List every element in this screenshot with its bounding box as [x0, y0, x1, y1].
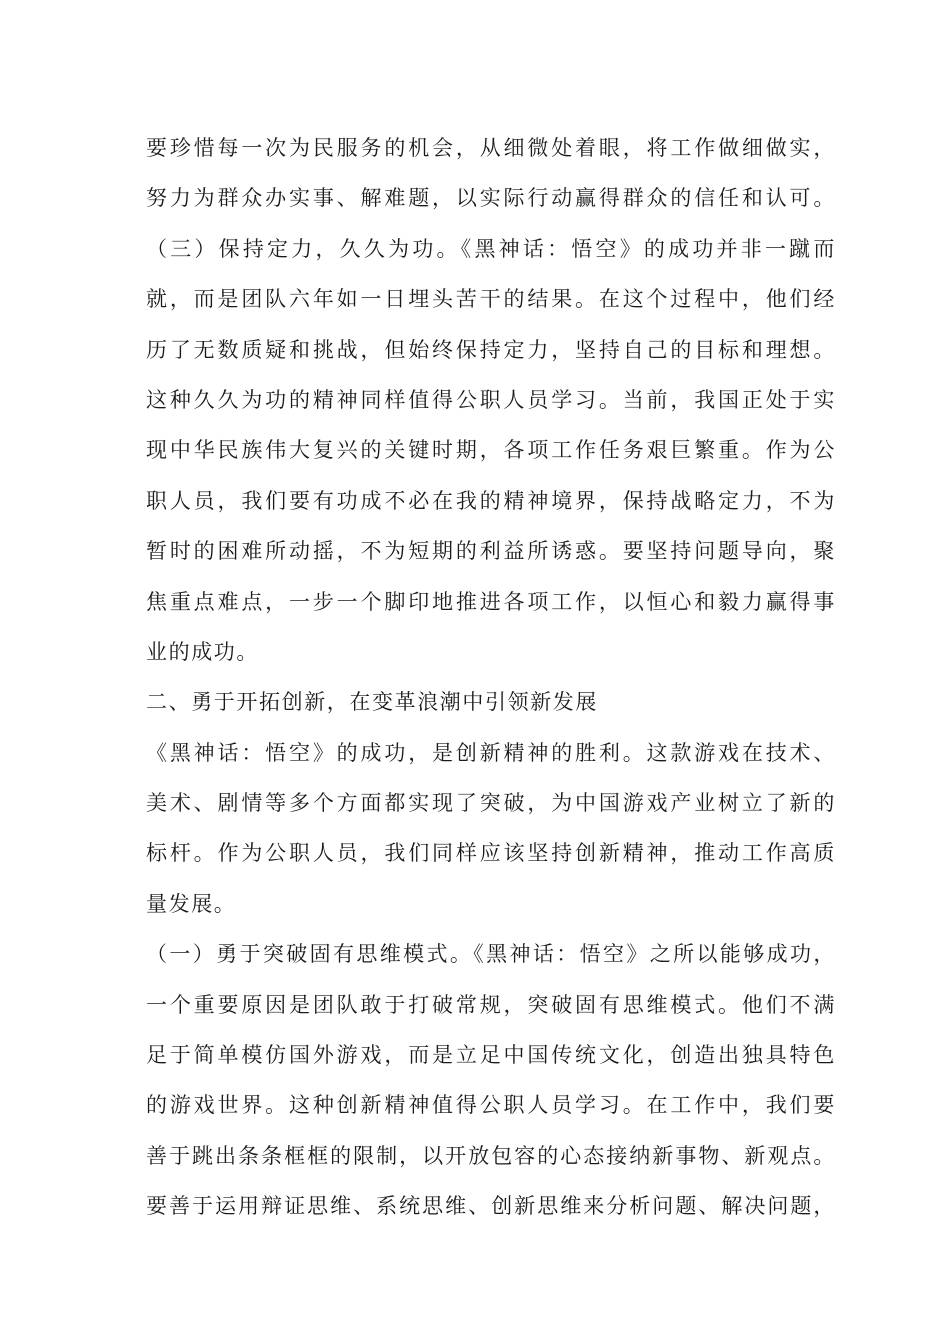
text-line: 要珍惜每一次为民服务的机会，从细微处着眼，将工作做细做实，: [146, 136, 836, 160]
text-line: 就，而是团队六年如一日埋头苦干的结果。在这个过程中，他们经: [146, 287, 836, 312]
text-line: 要善于运用辩证思维、系统思维、创新思维来分析问题、解决问题，: [146, 1194, 836, 1219]
section-heading: 二、勇于开拓创新，在变革浪潮中引领新发展: [146, 690, 598, 715]
text-line: 职人员，我们要有功成不必在我的精神境界，保持战略定力，不为: [146, 488, 836, 513]
body-text: [146, 123, 836, 1232]
text-line: 的游戏世界。这种创新精神值得公职人员学习。在工作中，我们要: [146, 1093, 836, 1118]
text-line: 《黑神话：悟空》的成功，是创新精神的胜利。这款游戏在技术、: [146, 740, 836, 765]
text-line: 美术、剧情等多个方面都实现了突破，为中国游戏产业树立了新的: [146, 791, 836, 816]
text-line: 足于简单模仿国外游戏，而是立足中国传统文化，创造出独具特色: [146, 1043, 836, 1068]
text-line: 焦重点难点，一步一个脚印地推进各项工作，以恒心和毅力赢得事: [146, 589, 836, 614]
text-line: 量发展。: [146, 891, 237, 916]
text-line: （三）保持定力，久久为功。《黑神话：悟空》的成功并非一蹴而: [146, 236, 836, 261]
text-line: 一个重要原因是团队敢于打破常规，突破固有思维模式。他们不满: [146, 992, 836, 1017]
text-line: 标杆。作为公职人员，我们同样应该坚持创新精神，推动工作高质: [146, 841, 836, 866]
text-line: 努力为群众办实事、解难题，以实际行动赢得群众的信任和认可。: [146, 186, 836, 211]
text-line: 业的成功。: [146, 639, 259, 664]
text-line: 暂时的困难所动摇，不为短期的利益所诱惑。要坚持问题导向，聚: [146, 539, 836, 564]
text-line: 历了无数质疑和挑战，但始终保持定力，坚持自己的目标和理想。: [146, 337, 836, 362]
text-line: （一）勇于突破固有思维模式。《黑神话：悟空》之所以能够成功，: [146, 942, 836, 967]
text-line: 这种久久为功的精神同样值得公职人员学习。当前，我国正处于实: [146, 387, 836, 412]
text-line: 善于跳出条条框框的限制，以开放包容的心态接纳新事物、新观点。: [146, 1143, 836, 1168]
text-line: 现中华民族伟大复兴的关键时期，各项工作任务艰巨繁重。作为公: [146, 438, 836, 463]
